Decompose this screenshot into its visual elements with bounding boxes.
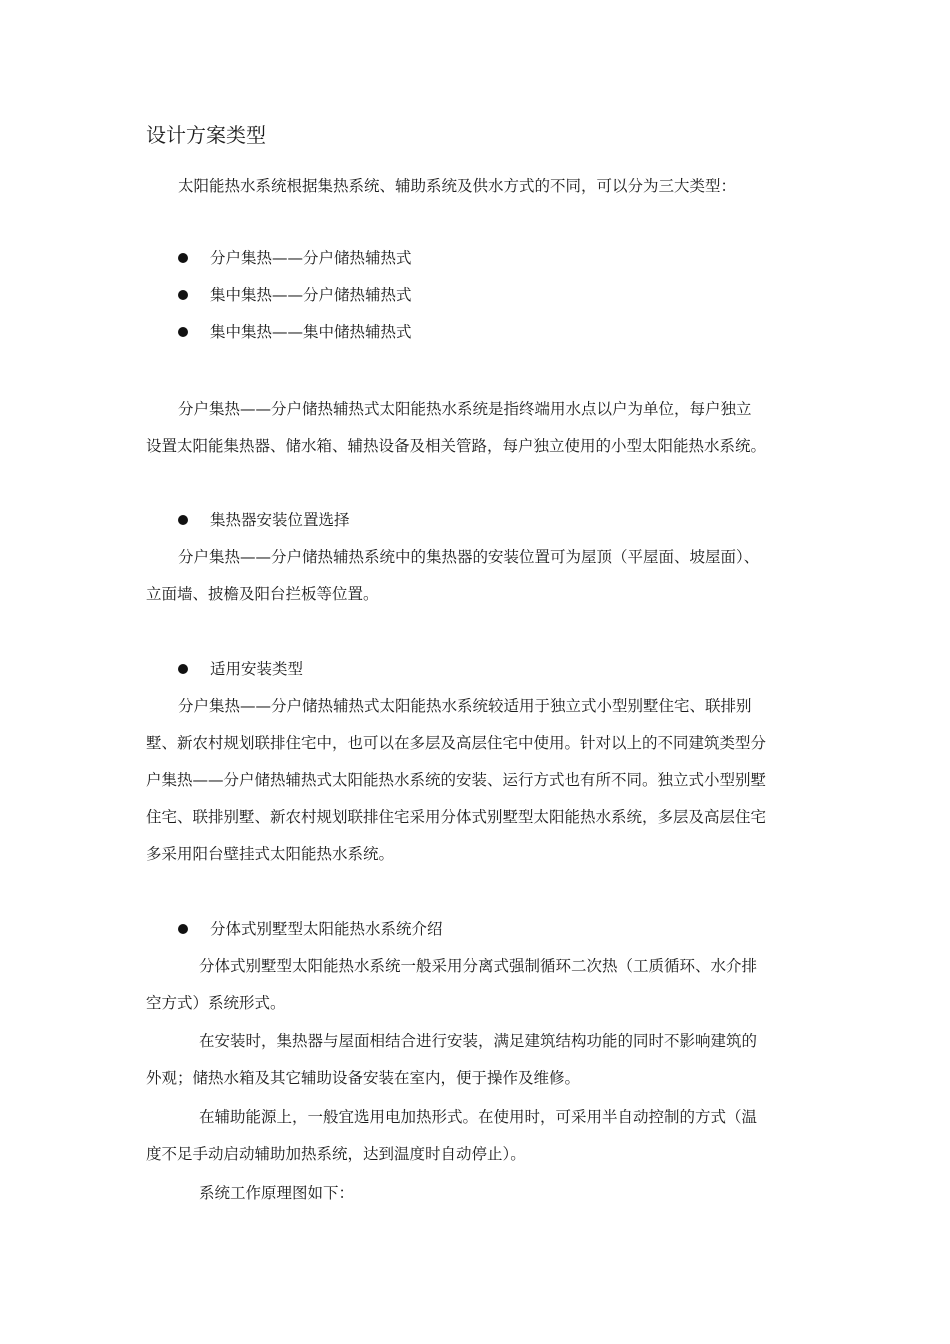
paragraph-line: 墅、新农村规划联排住宅中，也可以在多层及高层住宅中使用。针对以上的不同建筑类型分 [146,734,767,752]
type-list-item: 集中集热——分户储热辅热式 [210,286,412,304]
paragraph-line: 空方式）系统形式。 [146,994,286,1012]
definition-line: 设置太阳能集热器、储水箱、辅热设备及相关管路，每户独立使用的小型太阳能热水系统。 [146,437,767,455]
paragraph-line: 度不足手动启动辅助加热系统，达到温度时自动停止）。 [146,1145,526,1163]
bullet-icon [178,515,188,525]
definition-line: 分户集热——分户储热辅热式太阳能热水系统是指终端用水点以户为单位，每户独立 [178,400,752,418]
bullet-icon [178,327,188,337]
type-list-item: 集中集热——集中储热辅热式 [210,323,412,341]
paragraph-line: 住宅、联排别墅、新农村规划联排住宅采用分体式别墅型太阳能热水系统，多层及高层住宅 [146,808,767,826]
bullet-icon [178,664,188,674]
subsection-title: 适用安装类型 [210,660,304,678]
paragraph-line: 在辅助能源上，一般宜选用电加热形式。在使用时，可采用半自动控制的方式（温 [199,1108,758,1126]
paragraph-line: 多采用阳台壁挂式太阳能热水系统。 [146,845,395,863]
paragraph-line: 立面墙、披檐及阳台拦板等位置。 [146,585,379,603]
bullet-icon [178,924,188,934]
subsection-title: 集热器安装位置选择 [210,511,350,529]
paragraph-line: 户集热——分户储热辅热式太阳能热水系统的安装、运行方式也有所不同。独立式小型别墅 [146,771,767,789]
subsection-title: 分体式别墅型太阳能热水系统介绍 [210,920,443,938]
paragraph-line: 分户集热——分户储热辅热式太阳能热水系统较适用于独立式小型别墅住宅、联排别 [178,697,752,715]
paragraph-line: 外观；储热水箱及其它辅助设备安装在室内，便于操作及维修。 [146,1069,581,1087]
bullet-icon [178,290,188,300]
paragraph-line: 系统工作原理图如下： [199,1184,355,1202]
paragraph-line: 分户集热——分户储热辅热系统中的集热器的安装位置可为屋顶（平屋面、坡屋面）、 [178,548,760,566]
bullet-icon [178,253,188,263]
paragraph-line: 分体式别墅型太阳能热水系统一般采用分离式强制循环二次热（工质循环、水介排 [199,957,758,975]
type-list-item: 分户集热——分户储热辅热式 [210,249,412,267]
paragraph-line: 在安装时，集热器与屋面相结合进行安装，满足建筑结构功能的同时不影响建筑的 [199,1032,758,1050]
section-heading: 设计方案类型 [146,123,266,147]
intro-paragraph: 太阳能热水系统根据集热系统、辅助系统及供水方式的不同，可以分为三大类型： [178,177,737,195]
